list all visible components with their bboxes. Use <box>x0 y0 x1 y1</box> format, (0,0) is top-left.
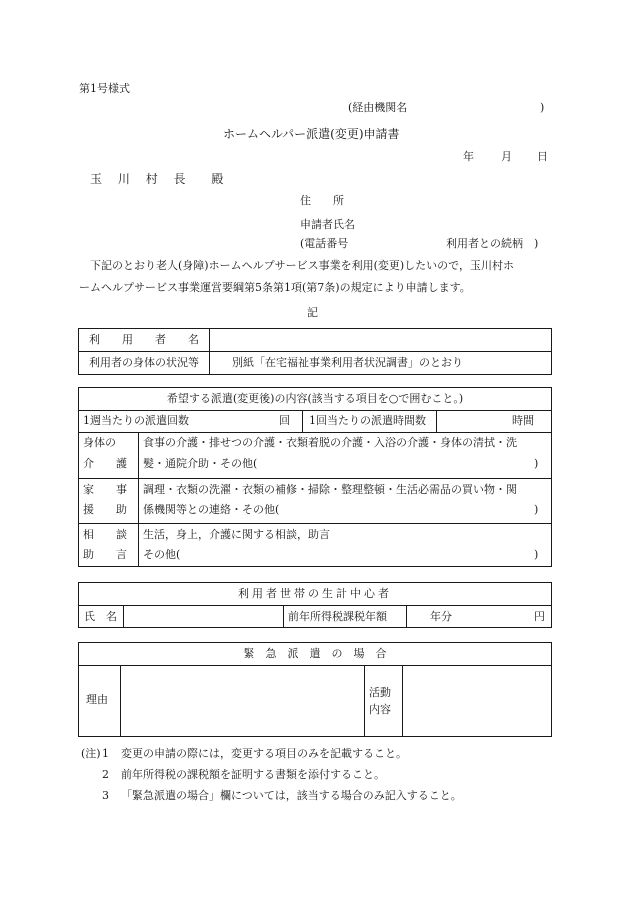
via-agency-close: ) <box>540 101 545 114</box>
housework-label-2: 援 助 <box>83 503 127 516</box>
form-title: ホームヘルパー派遣(変更)申請書 <box>223 127 400 141</box>
row-divider <box>78 665 552 666</box>
consultation-close: ) <box>534 548 539 561</box>
row-divider <box>78 351 552 352</box>
note-text: 前年所得税の課税額を証明する書類を添付すること。 <box>121 768 385 781</box>
activity-field[interactable] <box>404 670 550 732</box>
applicant-name-label: 申請者氏名 <box>300 218 355 231</box>
column-divider <box>138 432 139 567</box>
per-visit-hours-unit: 時間 <box>512 414 534 427</box>
row-divider <box>78 523 552 524</box>
condition-value: 別紙「在宅福祉事業利用者状況調書」のとおり <box>232 356 463 369</box>
physical-care-close: ) <box>534 457 539 470</box>
condition-label: 利用者の身体の状況等 <box>89 356 199 369</box>
row-divider <box>78 478 552 479</box>
column-divider <box>209 328 210 375</box>
intro-line-1: 下記のとおり老人(身障)ホームヘルプサービス事業を利用(変更)したいので，玉川村ホ <box>90 259 514 272</box>
user-name-label: 利 用 者 名 <box>89 333 199 346</box>
emergency-header: 緊 急 派 遣 の 場 合 <box>243 647 387 660</box>
row-divider <box>78 605 552 606</box>
date-day-label: 日 <box>537 150 548 163</box>
phone-label: (電話番号 <box>300 237 349 250</box>
weekly-count-unit: 回 <box>279 414 290 427</box>
household-name-label: 氏 名 <box>84 610 117 623</box>
addressee: 玉 川 村 長 殿 <box>90 172 224 186</box>
note-text: 「緊急派遣の場合」欄については，該当する場合のみ記入すること。 <box>121 789 462 802</box>
relation-label: 利用者との続柄 ) <box>446 237 539 250</box>
column-divider <box>406 605 407 628</box>
housework-close: ) <box>534 503 539 516</box>
physical-care-options-2: 髪・通院介助・その他( <box>143 457 258 470</box>
notes-prefix: (注) <box>81 747 101 760</box>
column-divider <box>402 665 403 737</box>
note-text: 変更の申請の際には，変更する項目のみを記載すること。 <box>121 747 407 760</box>
physical-care-label-2: 介 護 <box>83 457 127 470</box>
dispatch-header: 希望する派遣(変更後)の内容(該当する項目を○で囲むこと。) <box>166 392 464 405</box>
housework-options-2: 係機関等との連絡・その他( <box>143 503 280 516</box>
column-divider <box>283 605 284 628</box>
column-divider <box>120 665 121 737</box>
row-divider <box>78 432 552 433</box>
column-divider <box>364 665 365 737</box>
reason-label: 理由 <box>86 693 108 706</box>
column-divider <box>123 605 124 628</box>
consultation-options-1: 生活，身上，介護に関する相談，助言 <box>143 528 330 541</box>
housework-options-1: 調理・衣類の洗濯・衣類の補修・掃除・整理整頓・生活必需品の買い物・関 <box>143 483 517 496</box>
reason-field[interactable] <box>122 670 362 732</box>
user-name-field[interactable] <box>212 334 550 346</box>
form-number: 第1号様式 <box>79 82 130 95</box>
weekly-count-label: 1週当たりの派遣回数 <box>83 414 189 427</box>
consultation-options-2: その他( <box>143 548 181 561</box>
housework-label-1: 家 事 <box>83 483 127 496</box>
column-divider <box>436 410 437 432</box>
tax-yen-unit: 円 <box>534 610 545 623</box>
consultation-label-1: 相 談 <box>83 528 127 541</box>
ki-heading: 記 <box>307 306 318 319</box>
note-number: 1 <box>102 747 109 760</box>
intro-line-2: ームヘルプサービス事業運営要綱第5条第1項(第7条)の規定により申請します。 <box>79 281 471 294</box>
physical-care-options-1: 食事の介護・排せつの介護・衣類着脱の介護・入浴の介護・身体の清拭・洗 <box>143 436 517 449</box>
date-year-label: 年 <box>463 150 474 163</box>
note-number: 3 <box>102 789 109 802</box>
addressee-honorific: 殿 <box>211 172 224 186</box>
note-number: 2 <box>102 768 109 781</box>
date-month-label: 月 <box>501 150 512 163</box>
column-divider <box>302 410 303 432</box>
consultation-label-2: 助 言 <box>83 548 127 561</box>
physical-care-label-1: 身体の <box>83 436 116 449</box>
household-header: 利用者世帯の生計中心者 <box>238 587 392 600</box>
activity-label: 活動内容 <box>369 686 391 716</box>
tax-year-unit: 年分 <box>430 610 452 623</box>
income-tax-label: 前年所得税課税年額 <box>288 610 387 623</box>
via-agency-label: (経由機関名 <box>348 101 408 114</box>
row-divider <box>78 410 552 411</box>
address-label: 住 所 <box>300 194 344 207</box>
per-visit-hours-label: 1回当たりの派遣時間数 <box>309 414 426 427</box>
household-name-field[interactable] <box>126 611 281 623</box>
